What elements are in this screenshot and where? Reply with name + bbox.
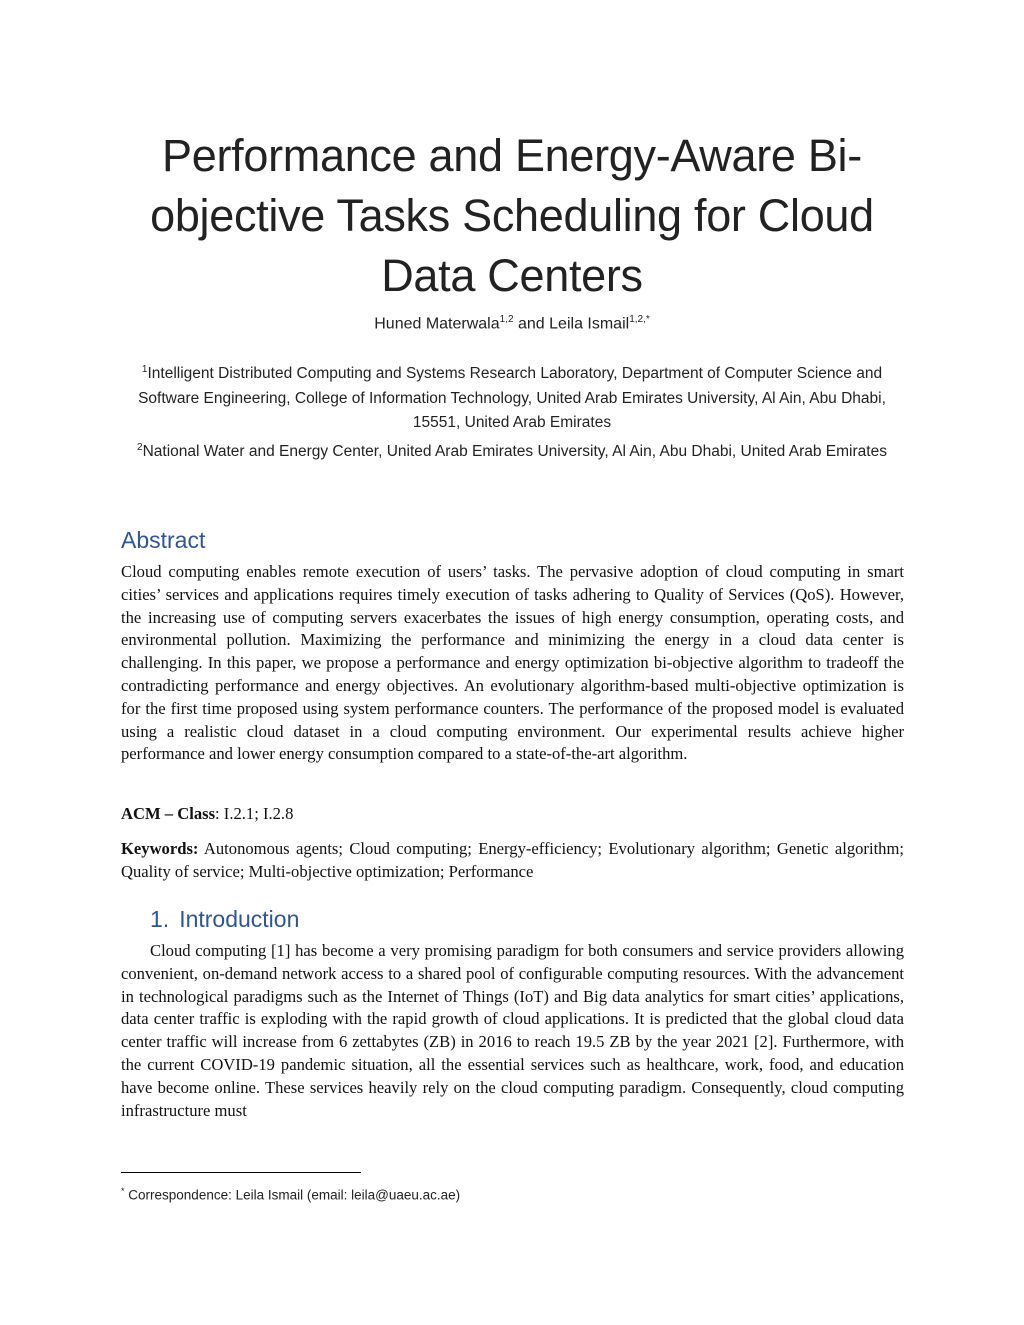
affiliation-mark: 2: [137, 441, 143, 453]
keywords: [121, 838, 904, 884]
affiliation-text: Intelligent Distributed Computing and Systems Research Laboratory, Department of Computer Science and Software Engineering, College of Information Technology, United Arab Emirates University, Al Ain, Abu Dhabi, 15551, United Arab Emirates: [138, 365, 886, 432]
footnote-mark: *: [121, 1186, 125, 1196]
author-line: [100, 314, 924, 333]
author-affiliation-mark: 1,2,*: [629, 314, 650, 325]
author-name: Huned Materwala: [374, 315, 500, 333]
keywords-label: Keywords:: [121, 839, 199, 858]
acm-class-label: ACM – Class: [121, 804, 216, 823]
introduction-text: Cloud computing [1] has become a very promising paradigm for both consumers and service providers allowing convenient, on-demand network access to a shared pool of configurable computing resources. With the advancement in technological paradigms such as the Internet of Things (IoT) and Big data analytics for smart cities’ applications, data center traffic is exploding with the rapid growth of cloud applications. It is predicted that the global cloud data center traffic will increase from 6 zettabytes (ZB) in 2016 to reach 19.5 ZB by the year 2021 [2]. Furthermore, with the current COVID-19 pandemic situation, all the essential services such as healthcare, work, food, and education have become online. These services heavily rely on the cloud computing paradigm. Consequently, cloud computing infrastructure must: [121, 941, 904, 1120]
introduction-heading: [150, 906, 299, 933]
paper-title: Performance and Energy-Aware Bi-objective Tasks Scheduling for Cloud Data Centers: [150, 130, 874, 301]
footnote: [121, 1186, 460, 1203]
affiliation-text: National Water and Energy Center, United Arab Emirates University, Al Ain, Abu Dhabi, United Arab Emirates: [142, 442, 887, 460]
acm-class: [121, 803, 904, 826]
footnote-divider: [121, 1172, 361, 1173]
author-affiliation-mark: 1,2: [499, 314, 514, 325]
section-number: 1.: [150, 906, 170, 932]
keywords-value: Autonomous agents; Cloud computing; Energy-efficiency; Evolutionary algorithm; Genetic algorithm; Quality of service; Multi-objective optimization; Performance: [121, 839, 904, 881]
abstract-heading: Abstract: [121, 527, 206, 553]
abstract-text: Cloud computing enables remote execution of users’ tasks. The pervasive adoption of cloud computing in smart cities’ services and applications requires timely execution of tasks adhering to Quality of Services (QoS). However, the increasing use of computing servers exacerbates the issues of high energy consumption, operating costs, and environmental pollution. Maximizing the performance and minimizing the energy in a cloud data center is challenging. In this paper, we propose a performance and energy optimization bi-objective algorithm to tradeoff the contradicting performance and energy objectives. An evolutionary algorithm-based multi-objective optimization is for the first time proposed using system performance counters. The performance of the proposed model is evaluated using a realistic cloud dataset in a cloud computing environment. Our experimental results achieve higher performance and lower energy consumption compared to a state-of-the-art algorithm.: [121, 562, 904, 764]
affiliation-2: [118, 436, 906, 465]
section-title: Introduction: [179, 906, 300, 932]
acm-class-value: : I.2.1; I.2.8: [215, 804, 294, 823]
affiliation-mark: 1: [141, 364, 148, 375]
affiliation-1: [118, 358, 906, 436]
affiliations: [118, 358, 906, 464]
footnote-text: Correspondence: Leila Ismail (email: leila@uaeu.ac.ae): [128, 1187, 461, 1203]
author-joiner: and: [518, 315, 545, 333]
author-name: Leila Ismail: [549, 315, 630, 333]
